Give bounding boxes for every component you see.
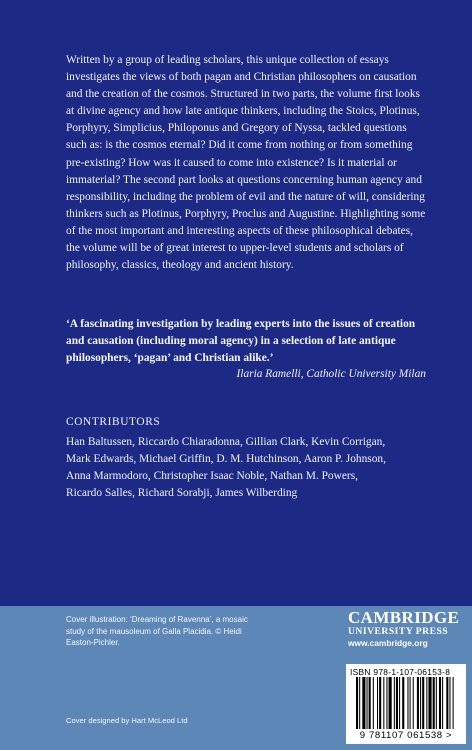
publisher-url: www.cambridge.org: [348, 638, 428, 648]
blurb-line: and the creation of the cosmos. Structured in two parts, the volume first looks: [66, 88, 420, 101]
blurb-line: such as: is the cosmos eternal? Did it come from nothing or from something: [66, 139, 413, 152]
contributors-line: Han Baltussen, Riccardo Chiaradonna, Gillian Clark, Kevin Corrigan,: [66, 436, 386, 448]
publisher-logo: [348, 606, 472, 648]
barcode-bar: [439, 677, 441, 729]
contributors-list: [66, 434, 436, 502]
barcode-bar: [377, 677, 378, 729]
publisher-name: CAMBRIDGE: [348, 608, 460, 627]
barcode-bar: [413, 677, 414, 729]
barcode-bar: [442, 677, 443, 729]
barcode-bar: [426, 677, 427, 729]
barcode-bar: [369, 677, 371, 729]
blurb-line: at divine agency and how late antique thinkers, including the Stoics, Plotinus,: [66, 105, 420, 118]
contributors-line: Anna Marmodoro, Christopher Isaac Noble, Nathan M. Powers,: [66, 470, 358, 483]
barcode-bar: [386, 677, 387, 729]
cover-designer-credit: Cover designed by Hart McLeod Ltd: [66, 716, 188, 725]
barcode-bar: [399, 677, 400, 729]
contributors-line: Mark Edwards, Michael Griffin, D. M. Hutchinson, Aaron P. Johnson,: [66, 453, 386, 466]
blurb-line: of the most important and interesting aspects of these philosophical debates,: [66, 224, 414, 237]
blurb-line: Written by a group of leading scholars, this unique collection of essays: [66, 54, 389, 66]
blurb-line: responsibility, including the problem of evil and the nature of will, considering: [66, 190, 425, 203]
credit-line: Cover illustration: ‘Dreaming of Ravenna’, a mosaic: [66, 615, 248, 624]
barcode-bar: [420, 677, 421, 729]
barcode-bar: [394, 677, 395, 729]
barcode-bar: [449, 677, 450, 729]
barcode-bar: [367, 677, 368, 729]
blurb-line: investigates the views of both pagan and Christian philosophers on causation: [66, 71, 417, 84]
barcode-bars: [348, 677, 464, 731]
barcode-bar: [383, 677, 384, 729]
credit-line: Easton-Pichler.: [66, 638, 120, 648]
isbn-barcode: [346, 664, 466, 744]
contributors-heading: CONTRIBUTORS: [66, 416, 161, 428]
barcode-bar: [417, 677, 419, 729]
barcode-bar: [356, 677, 358, 729]
barcode-bar: [379, 677, 381, 729]
barcode-bar: [407, 677, 408, 729]
barcode-digits: [348, 730, 464, 741]
barcode-bar: [453, 677, 454, 729]
isbn-number: ISBN 978-1-107-06153-8: [350, 667, 451, 677]
barcode-bar: [389, 677, 392, 729]
review-quote: [66, 316, 426, 367]
barcode-bar: [373, 677, 374, 729]
blurb-line: pre-existing? How was it caused to come into existence? Is it material or: [66, 156, 397, 169]
blurb-line: Porphyry, Simplicius, Philoponus and Gregory of Nyssa, tackled questions: [66, 122, 407, 135]
blurb-line: the volume will be of great interest to upper-level students and scholars of: [66, 242, 404, 255]
blurb-line: philosophy, classics, theology and ancient history.: [66, 259, 294, 272]
blurb-line: immaterial? The second part looks at questions concerning human agency and: [66, 173, 422, 186]
review-line: and causation (including moral agency) in a selection of late antique: [66, 335, 396, 348]
barcode-bar: [410, 677, 411, 729]
blurb-line: thinkers such as Plotinus, Porphyry, Proclus and Augustine. Highlighting some: [66, 207, 426, 220]
barcode-bar: [428, 677, 431, 729]
review-line: philosophers, ‘pagan’ and Christian alike.’: [66, 352, 274, 365]
barcode-bar: [446, 677, 448, 729]
barcode-bar: [402, 677, 404, 729]
barcode-bar: [436, 677, 437, 729]
barcode-bar: [422, 677, 424, 729]
barcode-addon-mark: >: [446, 730, 453, 741]
barcode-bar: [396, 677, 398, 729]
review-line: ‘A fascinating investigation by leading experts into the issues of creation: [66, 318, 416, 330]
reviewer-attribution: Ilaria Ramelli, Catholic University Milan: [236, 368, 426, 380]
publisher-subtitle: UNIVERSITY PRESS: [348, 626, 449, 637]
barcode-bar: [362, 677, 365, 729]
contributors-line: Ricardo Salles, Richard Sorabji, James Wilberding: [66, 487, 298, 500]
barcode-bar: [359, 677, 360, 729]
barcode-digits-text: 9 781107 061538: [359, 730, 443, 741]
credit-line: study of the mausoleum of Galla Placidia. © Heidi: [66, 626, 242, 636]
barcode-bar: [433, 677, 435, 729]
blurb-text: [66, 52, 426, 274]
cover-illustration-credit: [66, 614, 256, 649]
